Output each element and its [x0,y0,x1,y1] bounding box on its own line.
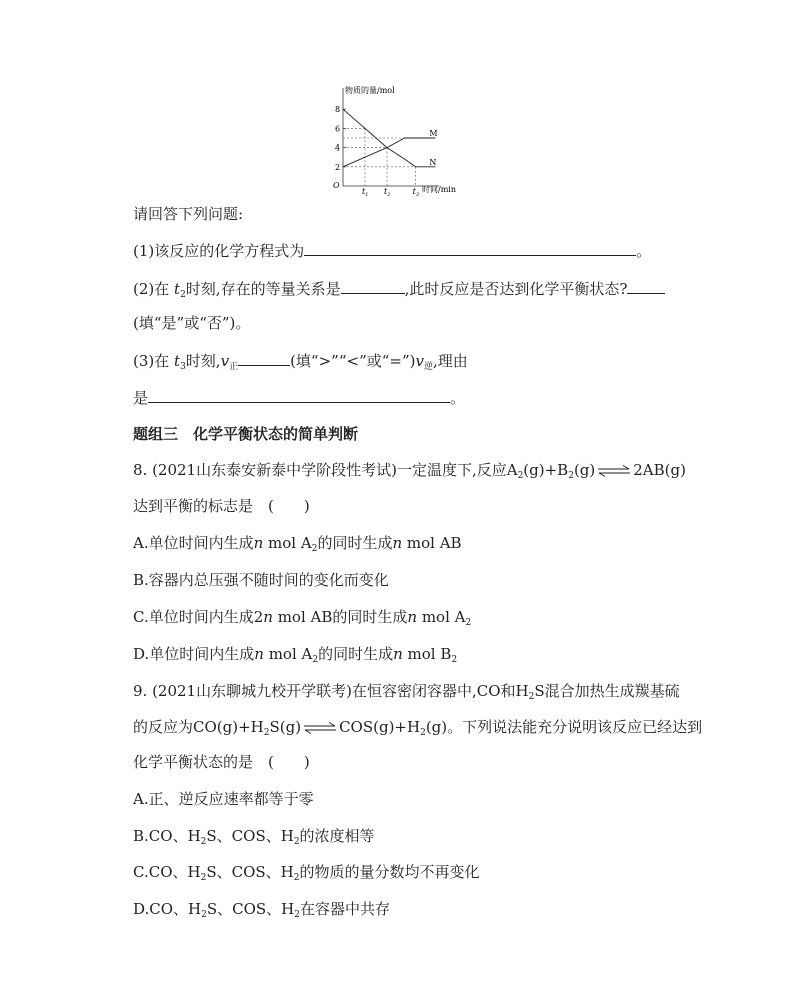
q9-b-sub1: 2 [200,837,207,847]
q7-part3-reason [133,387,465,408]
q8-stem-d: 2AB(g) [633,461,686,479]
q9-l2-c: COS(g)+H [339,718,421,736]
series-line-M [343,138,435,167]
v-forward: v [220,352,230,370]
q8-d-sub1: 2 [312,655,319,665]
q8-c-1: C.单位时间内生成2 [133,608,264,626]
q7-part2-c: ,此时反应是否达到化学平衡状态? [404,280,628,298]
q8-c-n1: n [263,608,273,626]
q8-c-sub: 2 [465,618,472,628]
q8-stem-c: (g) [573,461,596,479]
q9-l2-sub2: 2 [420,728,426,738]
reversible-arrow-icon [597,465,631,477]
answer-blank-compare[interactable] [238,350,290,366]
q8-stem-b: (g)+B [523,461,569,479]
answer-blank-reason[interactable] [148,387,450,403]
q7-part3-end: 。 [450,389,466,407]
q9-d-sub2: 2 [294,910,301,920]
q7-part2 [133,278,665,305]
section-title: 题组三 化学平衡状态的简单判断 [133,425,359,443]
answer-blank-relation[interactable] [341,278,405,294]
q7-part3-e: 是 [133,389,149,407]
q8-d-3: 的同时生成 [318,645,394,663]
x-tick-label-t2: $t_2$ [384,187,391,198]
origin-label: O [333,181,340,190]
q9-l2-b: S(g) [269,718,302,736]
q8-option-c[interactable] [133,607,471,633]
q8-d-n2: n [393,645,403,663]
q7-part2-t: t [174,280,181,298]
q7-part3-a: (3)在 [133,352,175,370]
v-forward-sub: 正 [229,362,239,372]
q8-c-n2: n [407,608,418,626]
q9-option-c[interactable] [133,862,479,888]
v-reverse-sub: 逆 [423,362,433,372]
q8-option-a[interactable] [133,533,462,559]
q9-l2-d: (g)。下列说法能充分说明该反应已经达到 [425,718,703,736]
y-tick-label-2: 2 [335,162,341,172]
y-tick-label-6: 6 [335,124,341,134]
q7-part2-note: (填“是”或“否”)。 [133,314,251,332]
q8-a-n2: n [392,534,403,552]
q9-option-a[interactable]: A.正、逆反应速率都等于零 [133,790,314,808]
q7-intro: 请回答下列问题: [133,205,244,223]
q8-a-2: mol A [263,534,312,552]
q9-c-sub2: 2 [293,873,300,883]
q7-part1-text: (1)该反应的化学方程式为 [133,242,305,260]
q9-option-b[interactable] [133,826,375,852]
y-tick-label-8: 8 [335,105,341,115]
q8-d-1: D.单位时间内生成 [133,645,255,663]
q9-stem-2 [133,717,702,743]
q8-a-3: 的同时生成 [317,534,393,552]
q9-b-3: 的浓度相等 [299,827,375,845]
q9-d-2: S、COS、H [206,900,295,918]
q8-stem [133,460,686,486]
q7-part1 [133,240,651,261]
q7-part3-b: 时刻, [185,352,221,370]
q8-stem-a: 8. (2021山东泰安新泰中学阶段性考试)一定温度下,反应A [133,461,518,479]
q7-part3-d: ,理由 [433,352,468,370]
q9-c-sub1: 2 [200,873,207,883]
q8-a-4: mol AB [402,534,462,552]
q9-b-2: S、COS、H [206,827,294,845]
q9-d-sub1: 2 [201,910,207,920]
q7-part2-a: (2)在 [133,280,175,298]
q8-d-2: mol A [263,645,313,663]
q9-c-1: C.CO、H [133,863,201,881]
q9-b-sub2: 2 [293,837,300,847]
q8-sub-a2: 2 [517,471,524,481]
q9-c-3: 的物质的量分数均不再变化 [299,863,480,881]
q7-part3 [133,350,468,377]
q9-stem-1 [133,681,680,707]
answer-blank-equation[interactable] [304,240,636,256]
q9-d-1: D.CO、H [133,900,202,918]
answer-blank-equilibrium[interactable] [627,278,665,294]
q9-c-2: S、COS、H [206,863,294,881]
series-label-M: M [429,129,438,138]
y-axis-label: 物质的量/mol [345,86,395,95]
q8-c-2: mol AB的同时生成 [272,608,408,626]
q7-part1-end: 。 [636,242,652,260]
q8-stem-2: 达到平衡的标志是 ( ) [133,497,310,515]
q7-part3-t: t [174,352,181,370]
reversible-arrow-icon [303,722,337,734]
q7-part3-t-sub: 3 [180,362,186,372]
q9-stem-3: 化学平衡状态的是 ( ) [133,753,310,771]
x-tick-label-t1: $t_1$ [362,187,369,198]
q8-option-b[interactable]: B.容器内总压强不随时间的变化而变化 [133,571,389,589]
q8-a-n1: n [253,534,264,552]
q8-d-sub2: 2 [451,655,458,665]
series-label-N: N [429,157,437,167]
q8-sub-b2: 2 [568,471,574,481]
q7-part3-c: (填“>”“<”或“=”) [290,352,416,370]
q9-l1-sub: 2 [528,692,535,702]
x-tick-label-t3: $t_3$ [412,187,420,198]
q9-l2-a: 的反应为CO(g)+H [133,718,264,736]
q8-d-4: mol B [402,645,452,663]
q8-c-3: mol A [417,608,466,626]
q8-a-1: A.单位时间内生成 [133,534,254,552]
q8-option-d[interactable] [133,644,457,670]
q9-option-d[interactable] [133,899,390,925]
q9-d-3: 在容器中共存 [300,900,391,918]
x-axis-label: 时间/min [422,185,456,194]
v-reverse: v [415,352,424,370]
q7-part2-t-sub: 2 [180,290,186,300]
q9-b-1: B.CO、H [133,827,201,845]
q9-l1-a: 9. (2021山东聊城九校开学联考)在恒容密闭容器中,CO和H [133,682,529,700]
q9-l1-b: S混合加热生成羰基硫 [534,682,680,700]
q9-l2-sub1: 2 [263,728,270,738]
amount-time-chart [327,82,456,198]
q8-d-n1: n [254,645,264,663]
q8-a-sub: 2 [311,544,318,554]
q7-part2-b: 时刻,存在的等量关系是 [185,280,341,298]
y-tick-label-4: 4 [335,143,341,153]
